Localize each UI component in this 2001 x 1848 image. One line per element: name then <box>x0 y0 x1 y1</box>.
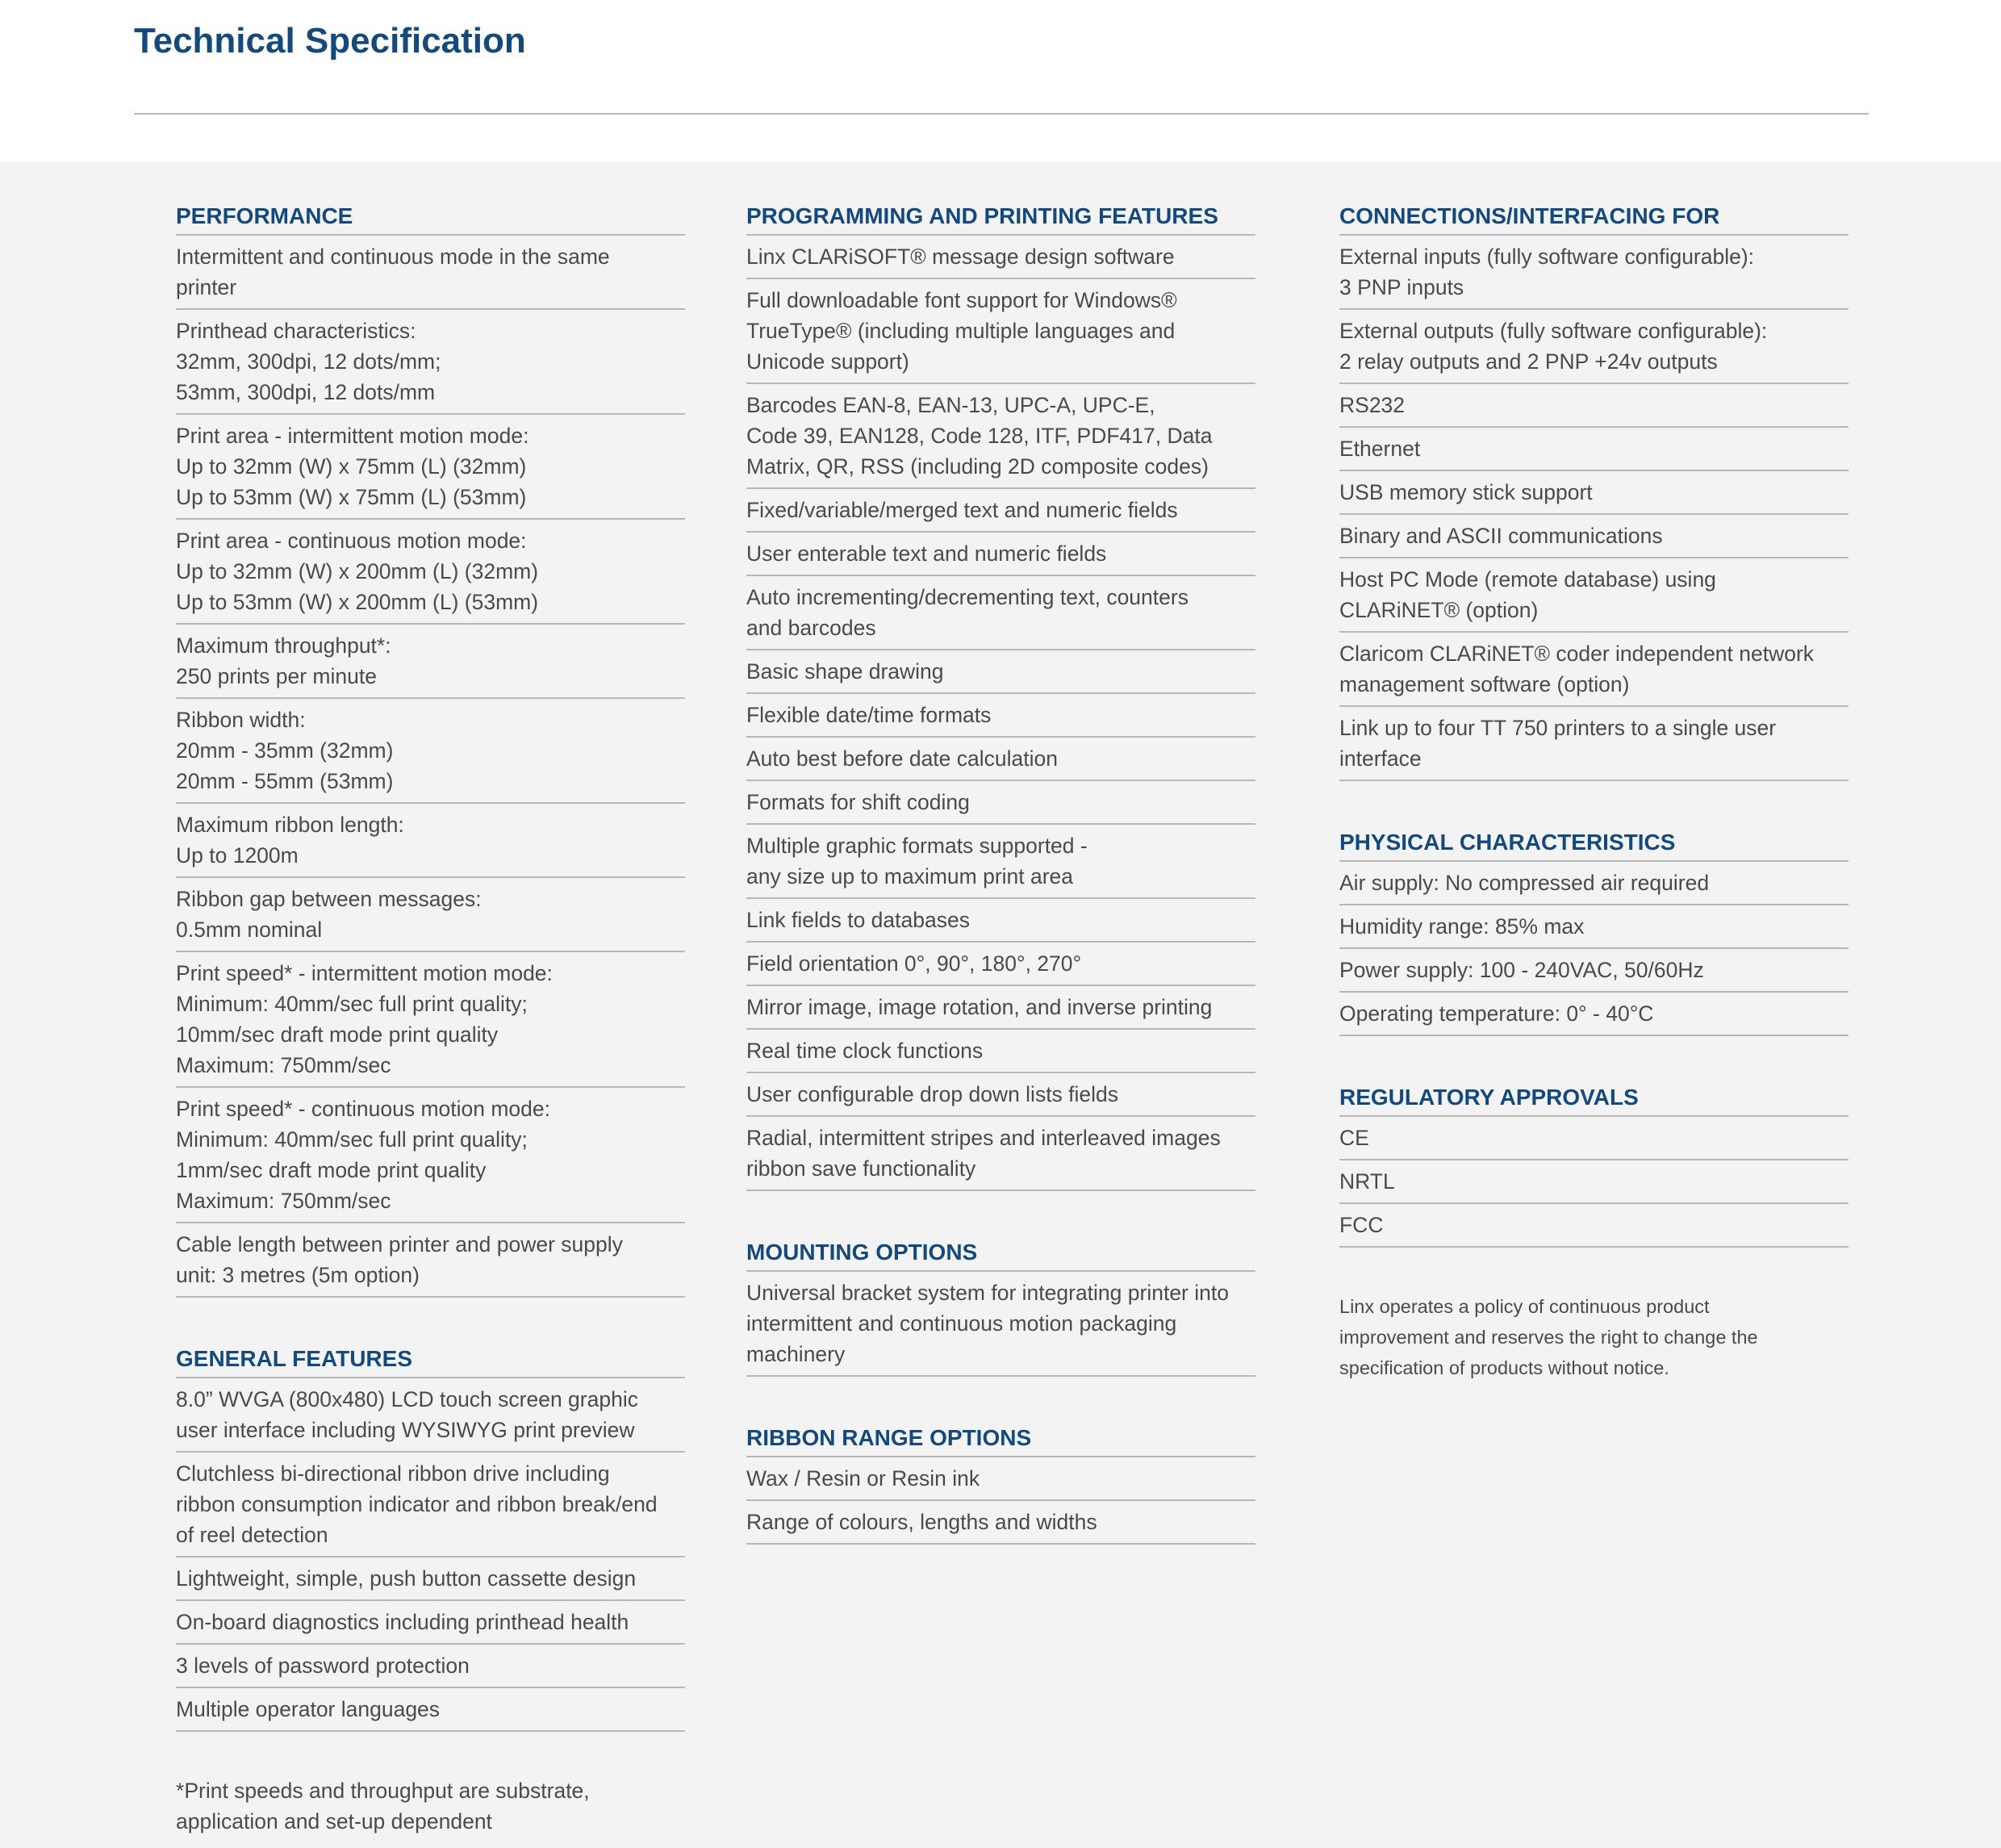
section-performance <box>176 199 685 1298</box>
spec-item: Full downloadable font support for Windows® TrueType® (including multiple languages and Unicode support) <box>746 279 1255 384</box>
page-header <box>0 0 2001 161</box>
spec-column-1 <box>176 199 685 1837</box>
spec-list <box>1339 236 1849 781</box>
spec-item: Maximum throughput*: 250 prints per minute <box>176 625 685 699</box>
spec-item: Print area - continuous motion mode: Up to 32mm (W) x 200mm (L) (32mm) Up to 53mm (W) x 200mm (L) (53mm) <box>176 520 685 625</box>
spec-item: Clutchless bi-directional ribbon drive including ribbon consumption indicator and ribbon break/end of reel detection <box>176 1453 685 1557</box>
spec-item: Range of colours, lengths and widths <box>746 1501 1255 1545</box>
disclaimer-note: Linx operates a policy of continuous product improvement and reserves the right to change the specification of products without notice. <box>1339 1296 1758 1378</box>
section-regulatory-approvals <box>1339 1080 1849 1248</box>
spec-item: Air supply: No compressed air required <box>1339 862 1849 905</box>
spec-item: Fixed/variable/merged text and numeric fields <box>746 489 1255 533</box>
spec-item: On-board diagnostics including printhead health <box>176 1601 685 1645</box>
spec-item: Link up to four TT 750 printers to a single user interface <box>1339 707 1849 781</box>
spec-item: User enterable text and numeric fields <box>746 533 1255 576</box>
spec-item: Cable length between printer and power supply unit: 3 metres (5m option) <box>176 1223 685 1298</box>
spec-item: Print speed* - continuous motion mode: Minimum: 40mm/sec full print quality; 1mm/sec draft mode print quality Maximum: 750mm/sec <box>176 1088 685 1223</box>
spec-item: Maximum ribbon length: Up to 1200m <box>176 804 685 878</box>
section-heading: GENERAL FEATURES <box>176 1341 685 1378</box>
spec-list <box>746 1272 1255 1377</box>
spec-list <box>746 236 1255 1191</box>
spec-item: Link fields to databases <box>746 899 1255 943</box>
spec-item: Lightweight, simple, push button cassette design <box>176 1557 685 1601</box>
spec-item: 8.0” WVGA (800x480) LCD touch screen graphic user interface including WYSIWYG print preview <box>176 1378 685 1453</box>
spec-item: Printhead characteristics: 32mm, 300dpi, 12 dots/mm; 53mm, 300dpi, 12 dots/mm <box>176 310 685 415</box>
footnote: *Print speeds and throughput are substrate, application and set-up dependent <box>176 1779 590 1833</box>
spec-item: Binary and ASCII communications <box>1339 515 1849 558</box>
spec-item: Humidity range: 85% max <box>1339 905 1849 949</box>
spec-list <box>1339 1117 1849 1248</box>
section-general-features <box>176 1341 685 1732</box>
spec-item: Universal bracket system for integrating printer into intermittent and continuous motion packaging machinery <box>746 1272 1255 1377</box>
section-ribbon-range-options <box>746 1420 1255 1545</box>
spec-item: External outputs (fully software configurable): 2 relay outputs and 2 PNP +24v outputs <box>1339 310 1849 384</box>
spec-item: Radial, intermittent stripes and interleaved images ribbon save functionality <box>746 1117 1255 1191</box>
section-heading: REGULATORY APPROVALS <box>1339 1080 1849 1117</box>
page-title: Technical Specification <box>134 21 526 61</box>
spec-item: FCC <box>1339 1204 1849 1248</box>
spec-item: Power supply: 100 - 240VAC, 50/60Hz <box>1339 949 1849 993</box>
spec-item: Auto best before date calculation <box>746 738 1255 781</box>
spec-item: Formats for shift coding <box>746 781 1255 825</box>
spec-item: Real time clock functions <box>746 1030 1255 1073</box>
section-heading: MOUNTING OPTIONS <box>746 1235 1255 1272</box>
spec-item: Print speed* - intermittent motion mode: Minimum: 40mm/sec full print quality; 10mm/sec draft mode print quality Maximum: 750mm/sec <box>176 952 685 1088</box>
spec-list <box>746 1457 1255 1545</box>
spec-item: Multiple operator languages <box>176 1688 685 1732</box>
spec-item: Flexible date/time formats <box>746 694 1255 738</box>
spec-item: Claricom CLARiNET® coder independent network management software (option) <box>1339 633 1849 707</box>
spec-list <box>1339 862 1849 1036</box>
spec-column-2 <box>746 199 1255 1588</box>
spec-item: Print area - intermittent motion mode: Up to 32mm (W) x 75mm (L) (32mm) Up to 53mm (W) x 75mm (L) (53mm) <box>176 415 685 520</box>
spec-item: Barcodes EAN-8, EAN-13, UPC-A, UPC-E, Code 39, EAN128, Code 128, ITF, PDF417, Data Matrix, QR, RSS (including 2D composite codes) <box>746 384 1255 489</box>
spec-item: Ethernet <box>1339 428 1849 471</box>
spec-item: Host PC Mode (remote database) using CLARiNET® (option) <box>1339 558 1849 633</box>
spec-list <box>176 1378 685 1732</box>
spec-item: Mirror image, image rotation, and inverse printing <box>746 986 1255 1030</box>
section-mounting-options <box>746 1235 1255 1377</box>
section-programming-and-printing-features <box>746 199 1255 1191</box>
spec-item: USB memory stick support <box>1339 471 1849 515</box>
spec-item: Linx CLARiSOFT® message design software <box>746 236 1255 279</box>
section-connections-interfacing-for <box>1339 199 1849 781</box>
spec-item: Operating temperature: 0° - 40°C <box>1339 993 1849 1036</box>
spec-item: Field orientation 0°, 90°, 180°, 270° <box>746 943 1255 986</box>
spec-item: Auto incrementing/decrementing text, counters and barcodes <box>746 576 1255 650</box>
spec-item: CE <box>1339 1117 1849 1160</box>
spec-column-3 <box>1339 199 1849 1383</box>
spec-item: RS232 <box>1339 384 1849 428</box>
spec-item: Intermittent and continuous mode in the same printer <box>176 236 685 310</box>
spec-item: Ribbon width: 20mm - 35mm (32mm) 20mm - 55mm (53mm) <box>176 699 685 804</box>
section-heading: CONNECTIONS/INTERFACING FOR <box>1339 199 1849 236</box>
spec-item: 3 levels of password protection <box>176 1645 685 1688</box>
section-physical-characteristics <box>1339 825 1849 1036</box>
section-heading: PERFORMANCE <box>176 199 685 236</box>
section-heading: RIBBON RANGE OPTIONS <box>746 1420 1255 1457</box>
spec-list <box>176 236 685 1298</box>
section-heading: PROGRAMMING AND PRINTING FEATURES <box>746 199 1255 236</box>
section-heading: PHYSICAL CHARACTERISTICS <box>1339 825 1849 862</box>
spec-item: External inputs (fully software configurable): 3 PNP inputs <box>1339 236 1849 310</box>
spec-item: Multiple graphic formats supported - any size up to maximum print area <box>746 825 1255 899</box>
spec-item: NRTL <box>1339 1160 1849 1204</box>
spec-item: Wax / Resin or Resin ink <box>746 1457 1255 1501</box>
spec-item: Ribbon gap between messages: 0.5mm nominal <box>176 878 685 952</box>
spec-item: User configurable drop down lists fields <box>746 1073 1255 1117</box>
spec-item: Basic shape drawing <box>746 650 1255 694</box>
header-divider <box>134 113 1869 115</box>
